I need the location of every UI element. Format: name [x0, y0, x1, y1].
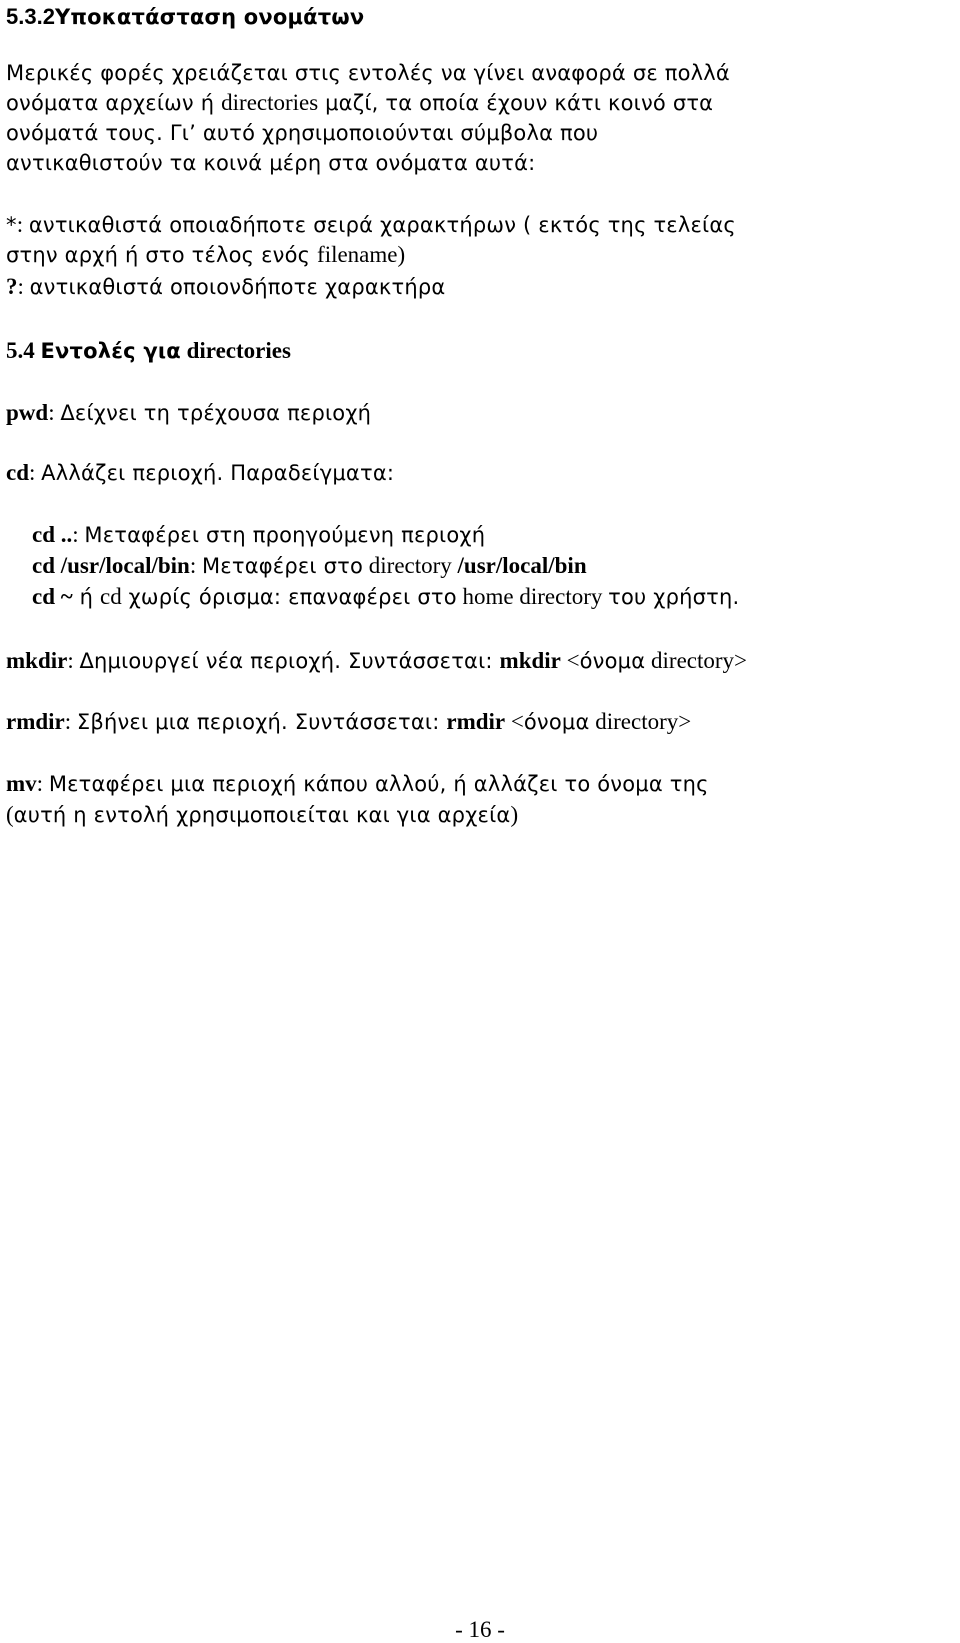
command-name: pwd [6, 400, 49, 425]
command-name: mv [6, 771, 37, 796]
command-name: cd [6, 460, 29, 485]
mkdir-entry: mkdir: Δημιουργεί νέα περιοχή. Συντάσσεται: mkdir <όνομα directory> [6, 648, 748, 673]
intro-line-2: ονόματα αρχείων ή directories μαζί, τα οποία έχουν κάτι κοινό στα [6, 90, 714, 115]
rmdir-entry: rmdir: Σβήνει μια περιοχή. Συντάσσεται: rmdir <όνομα directory> [6, 709, 692, 734]
example-command: cd .. [32, 522, 73, 547]
wildcard-star-line-2: στην αρχή ή στο τέλος ενός filename) [6, 242, 406, 267]
intro-line-3: ονόματά τους. Γι’ αυτό χρησιμοποιούνται σύμβολα που [6, 121, 599, 145]
section-title: Υποκατάσταση ονομάτων [54, 5, 365, 29]
command-description: Μεταφέρει μια περιοχή κάπου αλλού, ή αλλάζει το όνομα της [48, 772, 709, 796]
command-description: Σβήνει μια περιοχή. Συντάσσεται: [76, 710, 447, 734]
section-number: 5.4 [6, 338, 41, 363]
command-description: Αλλάζει περιοχή. Παραδείγματα: [41, 461, 395, 485]
section-heading-5-4 [6, 336, 291, 366]
cd-entry: cd: Αλλάζει περιοχή. Παραδείγματα: [6, 460, 395, 485]
wildcard-question-line: ?: αντικαθιστά οποιονδήποτε χαρακτήρα [6, 274, 446, 299]
page-number: - 16 - [455, 1617, 505, 1642]
section-title-greek: Εντολές για [40, 339, 181, 363]
mv-entry: mv: Μεταφέρει μια περιοχή κάπου αλλού, ή αλλάζει το όνομα της [6, 771, 709, 796]
example-command: cd ~ [32, 584, 73, 609]
command-description: Δημιουργεί νέα περιοχή. Συντάσσεται: [79, 649, 500, 673]
section-title-english: directories [180, 338, 291, 363]
pwd-entry: pwd: Δείχνει τη τρέχουσα περιοχή [6, 400, 372, 425]
command-name: rmdir [6, 709, 65, 734]
intro-line-1: Μερικές φορές χρειάζεται στις εντολές να γίνει αναφορά σε πολλά [6, 61, 730, 85]
example-command: cd /usr/local/bin [32, 553, 190, 578]
wildcard-star-line-1: *: αντικαθιστά οποιαδήποτε σειρά χαρακτήρων ( εκτός της τελείας [6, 212, 736, 237]
section-number: 5.3.2 [6, 4, 55, 29]
cd-example-parent: cd ..: Μεταφέρει στη προηγούμενη περιοχή [32, 522, 486, 547]
cd-example-path: cd /usr/local/bin: Μεταφέρει στο directory /usr/local/bin [32, 553, 587, 578]
section-heading-5-3-2 [6, 2, 364, 32]
command-name: mkdir [6, 648, 68, 673]
mv-entry-line-2: (αυτή η εντολή χρησιμοποιείται και για αρχεία) [6, 802, 519, 827]
command-description: Δείχνει τη τρέχουσα περιοχή [60, 401, 372, 425]
intro-line-4: αντικαθιστούν τα κοινά μέρη στα ονόματα αυτά: [6, 151, 536, 175]
cd-example-home: cd ~ ή cd χωρίς όρισμα: επαναφέρει στο home directory του χρήστη. [32, 584, 740, 609]
